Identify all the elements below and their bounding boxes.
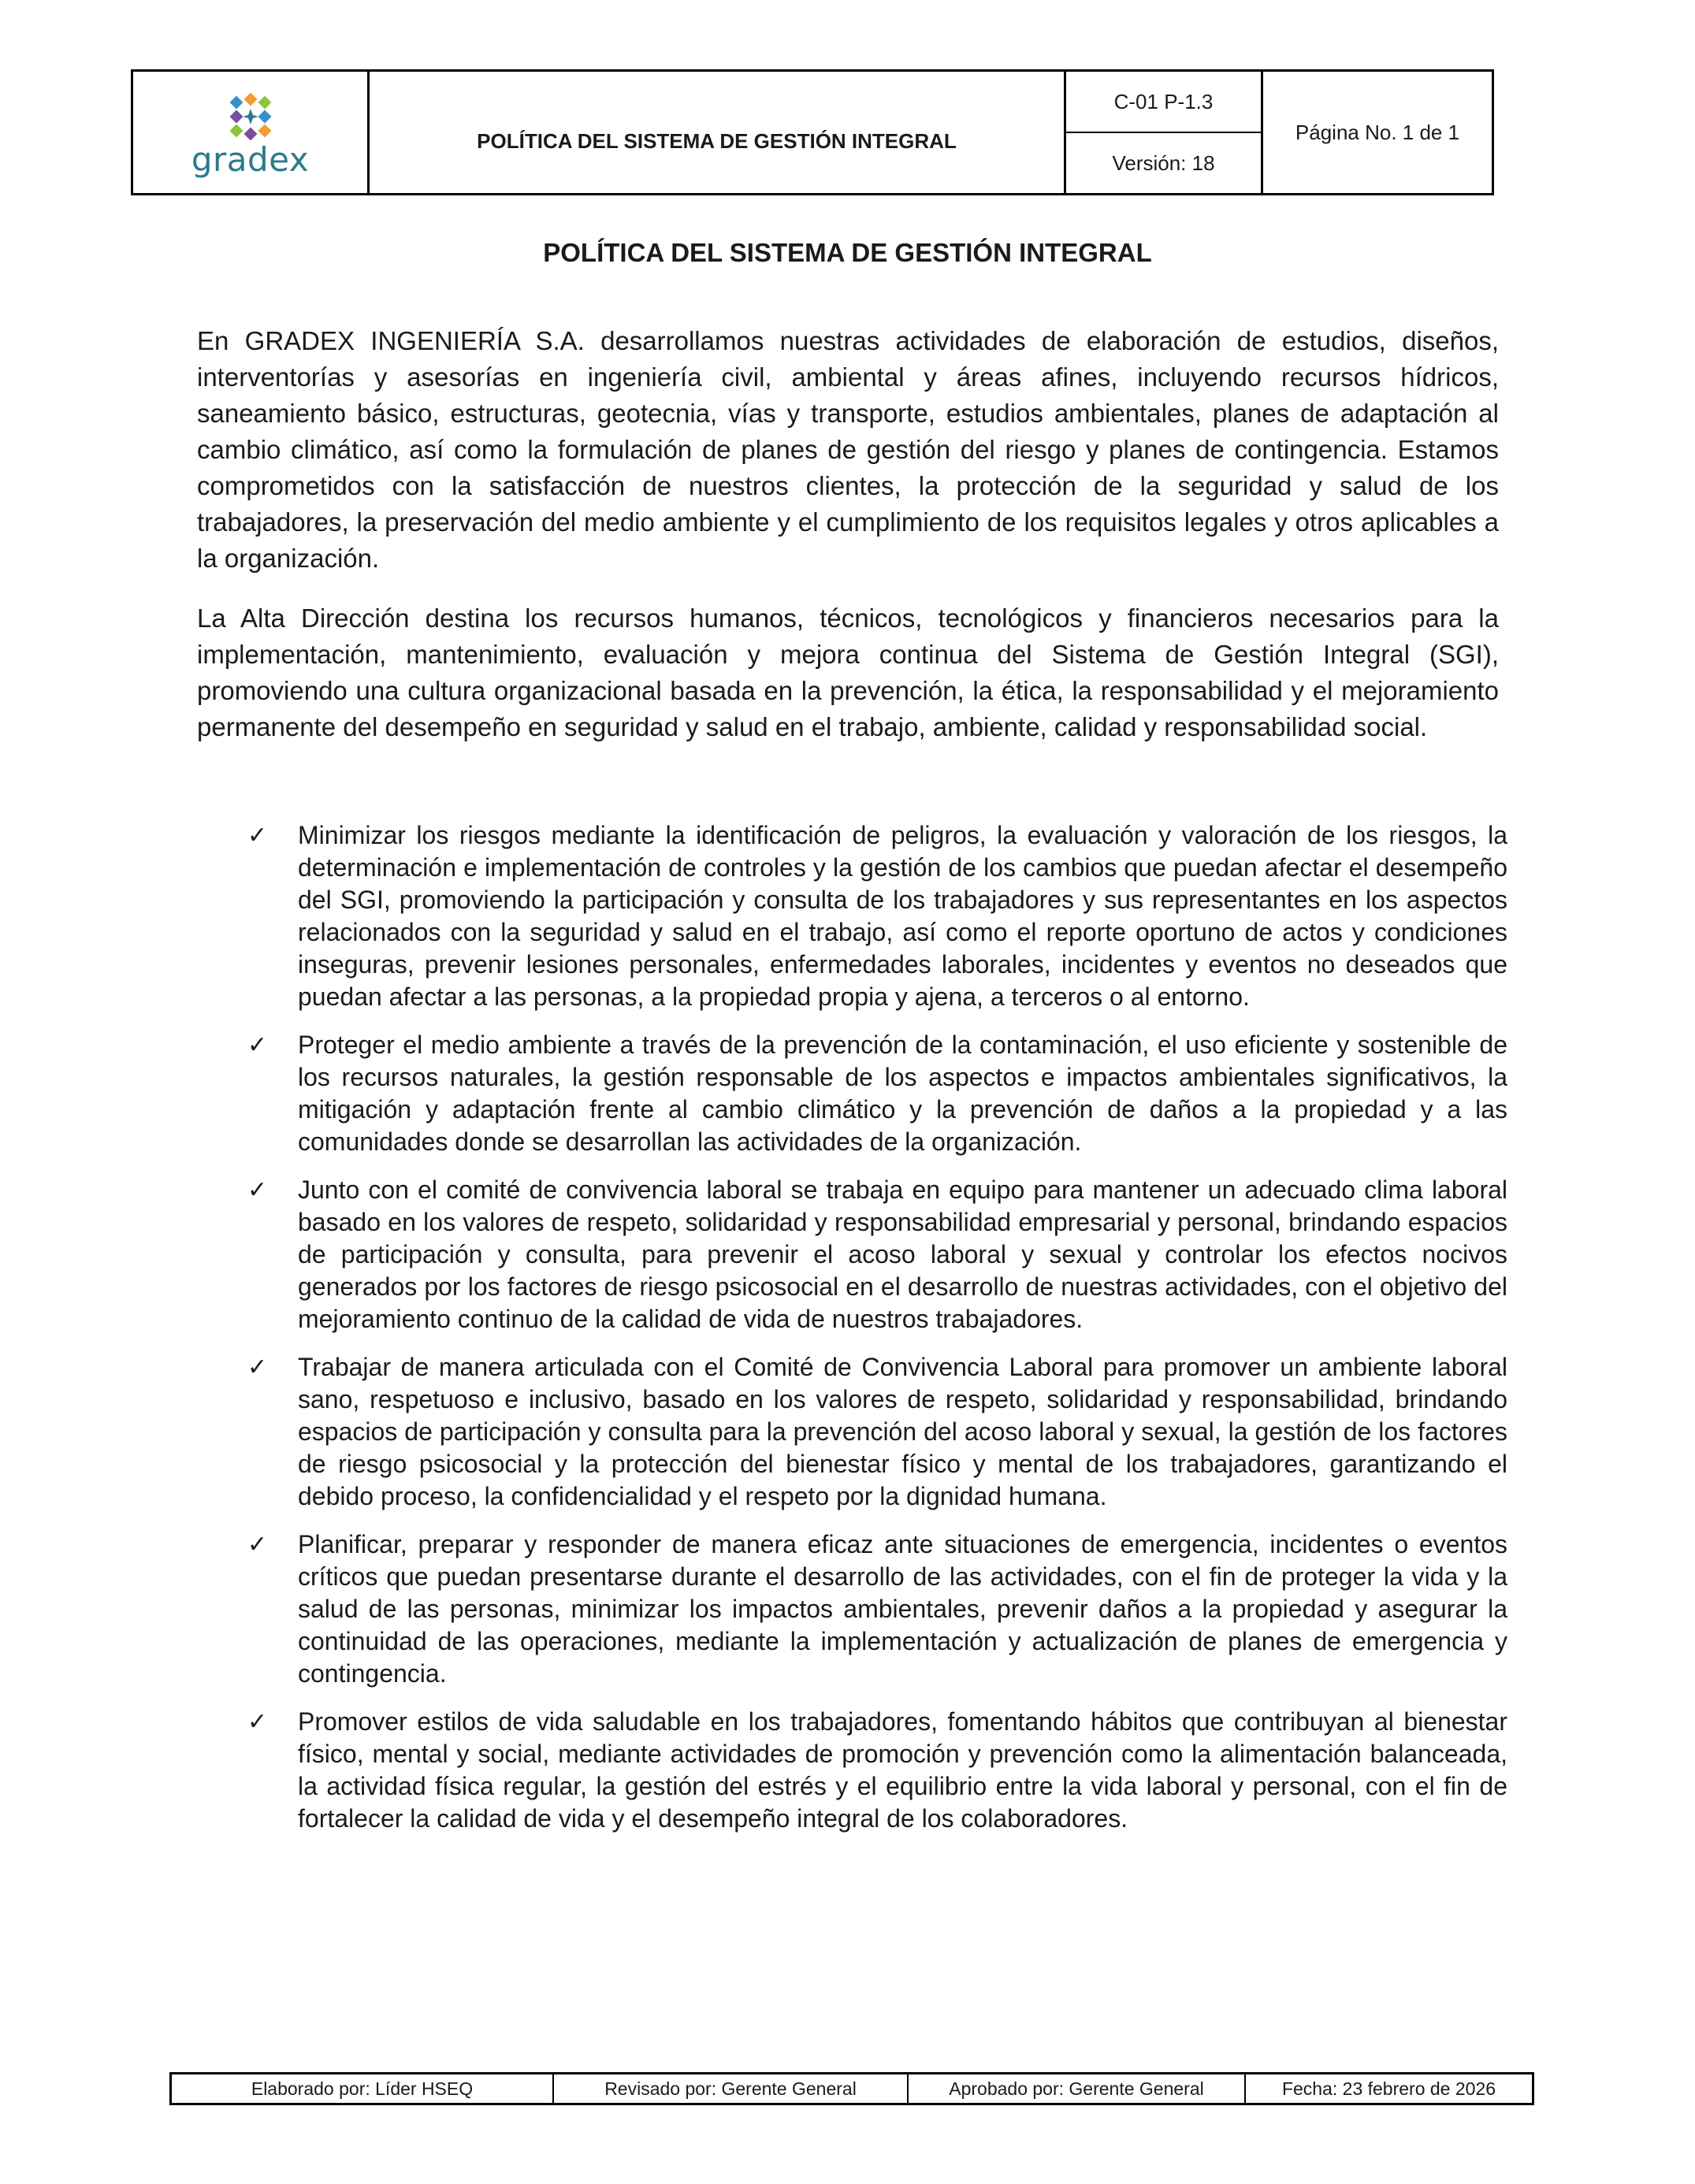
- document-header: [131, 69, 1494, 195]
- list-item: [197, 819, 1507, 1013]
- management-paragraph: La Alta Dirección destina los recursos humanos, técnicos, tecnológicos y financieros necesarios para la implementación, mantenimiento, evaluación y mejora continua del Sistema de Gestión Integral (SGI), promoviendo una cultura organizacional basada en la prevención, la ética, la responsabilidad y el mejoramiento permanente del desempeño en seguridad y salud en el trabajo, ambiente, calidad y responsabilidad social.: [197, 604, 1499, 741]
- header-title: POLÍTICA DEL SISTEMA DE GESTIÓN INTEGRAL: [370, 72, 1066, 193]
- list-item: [197, 1351, 1507, 1513]
- intro-paragraph: En GRADEX INGENIERÍA S.A. desarrollamos nuestras actividades de elaboración de estudios, diseños, interventorías y asesorías en ingeniería civil, ambiental y áreas afines, incluyendo recursos hídricos, saneamiento básico, estructuras, geotecnia, vías y transporte, estudios ambientales, planes de adaptación al cambio climático, así como la formulación de planes de gestión del riesgo y planes de contingencia. Estamos comprometidos con la satisfacción de nuestros clientes, la protección de la seguridad y salud de los trabajadores, la preservación del medio ambiente y el cumplimiento de los requisitos legales y otros aplicables a la organización.: [197, 326, 1499, 573]
- list-item-text: Planificar, preparar y responder de manera eficaz ante situaciones de emergencia, incidentes o eventos críticos que puedan presentarse durante el desarrollo de las actividades, con el fin de proteger la vida y la salud de las personas, minimizar los impactos ambientales, prevenir daños a la propiedad y asegurar la continuidad de las operaciones, mediante la implementación y actualización de planes de emergencia y contingencia.: [298, 1530, 1507, 1688]
- document-code-cell: [1066, 72, 1263, 193]
- document-code: C-01 P-1.3: [1066, 72, 1261, 133]
- page-title: POLÍTICA DEL SISTEMA DE GESTIÓN INTEGRAL: [543, 238, 1152, 267]
- list-item-text: Junto con el comité de convivencia laboral se trabaja en equipo para mantener un adecuado clima laboral basado en los valores de respeto, solidaridad y responsabilidad empresarial y personal, brindando espacios de participación y consulta, para prevenir el acoso laboral y sexual y controlar los efectos nocivos generados por los factores de riesgo psicosocial en el desarrollo de nuestras actividades, con el objetivo del mejoramiento continuo de la calidad de vida de nuestros trabajadores.: [298, 1176, 1507, 1333]
- list-item-text: Promover estilos de vida saludable en los trabajadores, fomentando hábitos que contribuyan al bienestar físico, mental y social, mediante actividades de promoción y prevención como la alimentación balanceada, la actividad física regular, la gestión del estrés y el equilibrio entre la vida laboral y personal, con el fin de fortalecer la calidad de vida y el desempeño integral de los colaboradores.: [298, 1707, 1507, 1833]
- list-item-text: Trabajar de manera articulada con el Comité de Convivencia Laboral para promover un ambiente laboral sano, respetuoso e inclusivo, basado en los valores de respeto, solidaridad y responsabilidad, brindando espacios de participación y consulta para la prevención del acoso laboral y sexual, la gestión de los factores de riesgo psicosocial y la protección del bienestar físico y mental de los trabajadores, garantizando el debido proceso, la confidencialidad y el respeto por la dignidad humana.: [298, 1353, 1507, 1510]
- gradex-logo-icon: [227, 93, 274, 140]
- checkmark-icon: ✓: [247, 1031, 268, 1059]
- checkmark-icon: ✓: [247, 822, 268, 849]
- list-item: [197, 1029, 1507, 1158]
- prepared-by: Elaborado por: Líder HSEQ: [172, 2074, 554, 2103]
- list-item-text: Minimizar los riesgos mediante la identificación de peligros, la evaluación y valoración de los riesgos, la determinación e implementación de controles y la gestión de los cambios que puedan afectar el desempeño del SGI, promoviendo la participación y consulta de los trabajadores y sus representantes en los aspectos relacionados con la seguridad y salud en el trabajo, así como el reporte oportuno de actos y condiciones inseguras, prevenir lesiones personales, enfermedades laborales, incidentes y eventos no deseados que puedan afectar a las personas, a la propiedad propia y ajena, a terceros o al entorno.: [298, 821, 1507, 1011]
- list-item: [197, 1706, 1507, 1835]
- approval-date: Fecha: 23 febrero de 2026: [1281, 2078, 1496, 2099]
- page-number: Página No. 1 de 1: [1295, 120, 1460, 144]
- checkmark-icon: ✓: [247, 1354, 268, 1381]
- reviewed-by: Revisado por: Gerente General: [554, 2074, 909, 2103]
- list-item-text: Proteger el medio ambiente a través de la prevención de la contaminación, el uso eficiente y sostenible de los recursos naturales, la gestión responsable de los aspectos e impactos ambientales significativos, la mitigación y adaptación frente al cambio climático y la prevención de daños a la propiedad y a las comunidades donde se desarrollan las actividades de la organización.: [298, 1031, 1507, 1156]
- list-item: [197, 1174, 1507, 1335]
- logo-wordmark: gradex: [191, 140, 310, 179]
- document-footer: [169, 2072, 1534, 2105]
- checkmark-icon: ✓: [247, 1531, 268, 1558]
- document-version: Versión: 18: [1112, 150, 1215, 175]
- approved-by: Aprobado por: Gerente General: [909, 2074, 1246, 2103]
- checkmark-icon: ✓: [247, 1708, 268, 1736]
- checkmark-icon: ✓: [247, 1176, 268, 1204]
- company-logo: [133, 72, 370, 193]
- list-item: [197, 1528, 1507, 1690]
- policy-commitments-list: [197, 819, 1507, 1851]
